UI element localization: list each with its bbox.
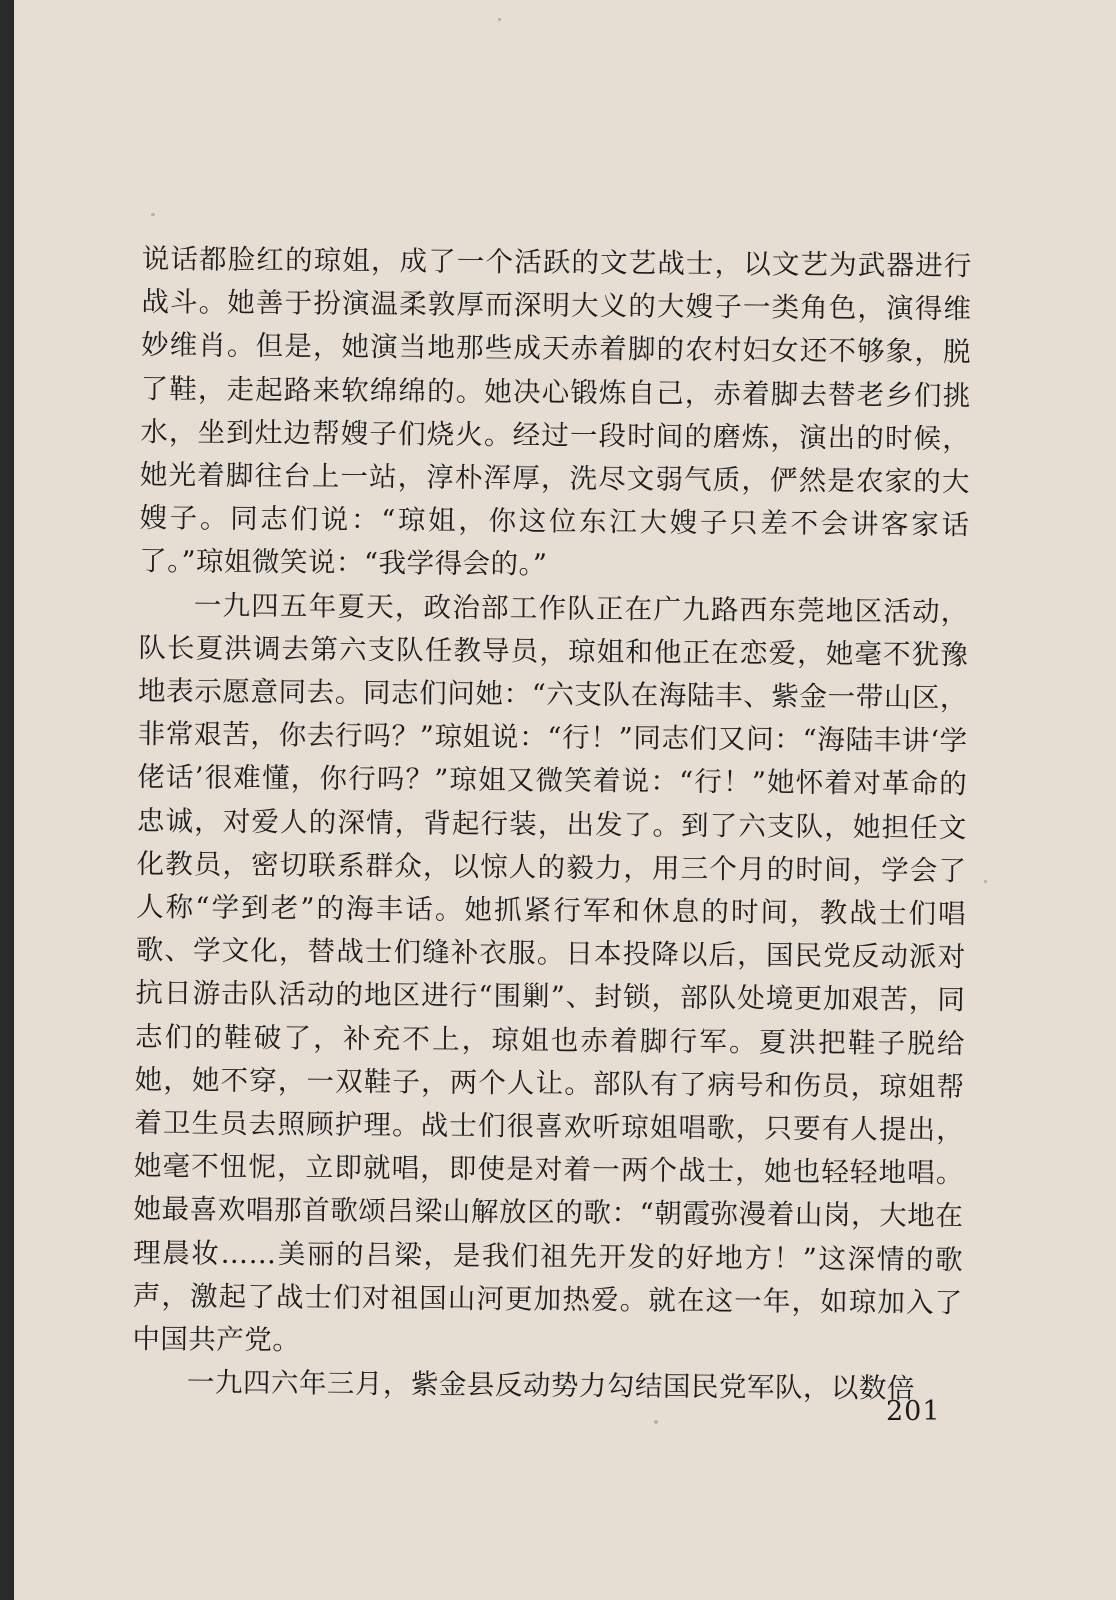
paper-speck xyxy=(654,1420,658,1424)
paragraph-3: 一九四六年三月，紫金县反动势力勾结国民党军队，以数倍 xyxy=(186,1366,916,1406)
page-number: 201 xyxy=(886,1396,941,1427)
paragraph-1: 说话都脸红的琼姐，成了一个活跃的文艺战士，以文艺为武器进行战斗。她善于扮演温柔敦厚而深明大义的大嫂子一类角色，演得维妙维肖。但是，她演当地那些成天赤着脚的农村妇女还不够象，脱了鞋，走起路来软绵绵的。她决心锻炼自己，赤着脚去替老乡们挑水，坐到灶边帮嫂子们烧火。经过一段时间的磨炼，演出的时候，她光着脚往台上一站，淳朴浑厚，洗尽文弱气质，俨然是农家的大嫂子。同志们说：“琼姐，你这位东江大嫂子只差不会讲客家话了。”琼姐微笑说：“我学得会的。” xyxy=(139,242,972,581)
paragraph-2: 一九四五年夏天，政治部工作队正在广九路西东莞地区活动，队长夏洪调去第六支队任教导员，琼姐和他正在恋爱，她毫不犹豫地表示愿意同去。同志们问她：“六支队在海陆丰、紫金一带山区，非常艰苦，你去行吗？”琼姐说：“行！”同志们又问：“海陆丰讲‘学佬话’很难懂，你行吗？”琼姐又微笑着说：“行！”她怀着对革命的忠诚，对爱人的深情，背起行装，出发了。到了六支队，她担任文化教员，密切联系群众，以惊人的毅力，用三个月的时间，学会了人称“学到老”的海丰话。她抓紧行军和休息的时间，教战士们唱歌、学文化，替战士们缝补衣服。日本投降以后，国民党反动派对抗日游击队活动的地区进行“围剿”、封锁，部队处境更加艰苦，同志们的鞋破了，补充不上，琼姐也赤着脚行军。夏洪把鞋子脱给她，她不穿，一双鞋子，两个人让。部队有了病号和伤员，琼姐帮着卫生员去照顾护理。战士们很喜欢听琼姐唱歌，只要有人提出，她毫不忸怩，立即就唱，即使是对着一两个战士，她也轻轻地唱。她最喜欢唱那首歌颂吕梁山解放区的歌：“朝霞弥漫着山岗，大地在理晨妆……美丽的吕梁，是我们祖先开发的好地方！”这深情的歌声，激起了战士们对祖国山河更加热爱。就在这一年，如琼加入了中国共产党。 xyxy=(132,589,969,1357)
paper-speck xyxy=(151,213,155,216)
book-page xyxy=(14,0,1116,1600)
paper-speck xyxy=(984,880,987,883)
scan-edge-shadow xyxy=(0,0,14,1600)
paper-speck xyxy=(498,18,501,21)
body-text xyxy=(132,238,972,1412)
